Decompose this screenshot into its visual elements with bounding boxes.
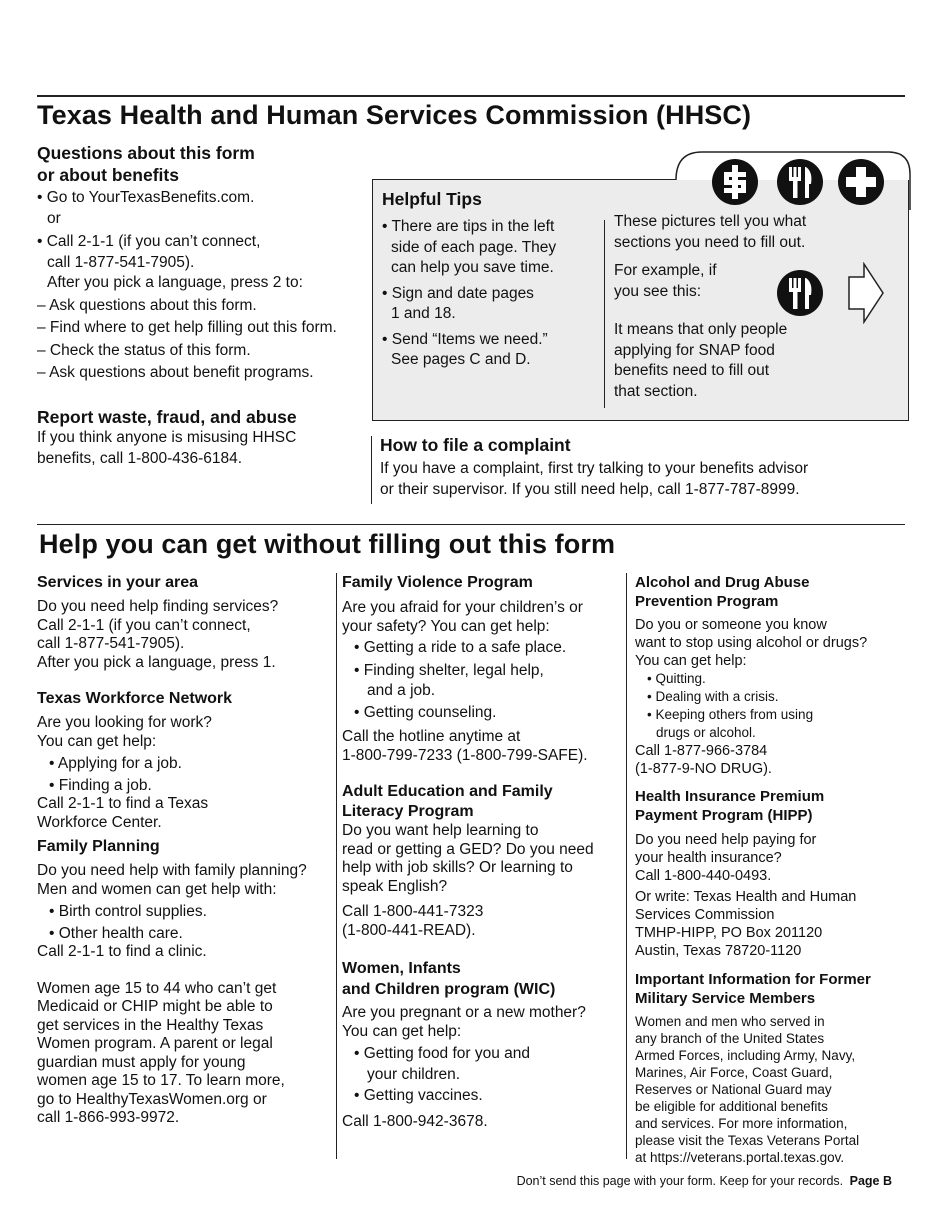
complaint-text [380, 459, 920, 500]
bullet-item: • Dealing with a crisis. [647, 689, 779, 704]
text-line: your safety? You can get help: [342, 617, 550, 635]
text-line: any branch of the United States [635, 1031, 825, 1046]
hipp-text [635, 831, 915, 960]
tips-divider [604, 220, 605, 408]
top-rule [37, 95, 905, 97]
questions-line: – Ask questions about benefit programs. [37, 364, 314, 381]
text-line: read or getting a GED? Do you need [342, 840, 594, 858]
text-line: want to stop using alcohol or drugs? [635, 635, 868, 651]
bullet-text: Keeping others from using [655, 707, 814, 722]
tip-item: side of each page. They [391, 238, 557, 256]
text-line: TMHP-HIPP, PO Box 201120 [635, 925, 823, 941]
military-heading [635, 970, 915, 1008]
bullet-text: Getting vaccines. [363, 1087, 483, 1104]
bullet-text: Getting a ride to a safe place. [363, 639, 567, 656]
bullet-item: • Getting vaccines. [354, 1087, 483, 1104]
bullet-item: • Other health care. [49, 924, 183, 942]
questions-line: • Go to YourTexasBenefits.com. [37, 189, 255, 206]
services-text [37, 598, 327, 672]
text-line: Austin, Texas 78720-1120 [635, 943, 802, 959]
wic-text [342, 1004, 617, 1131]
text-line: (1-877-9-NO DRUG). [635, 761, 772, 777]
report-heading: Report waste, fraud, and abuse [37, 407, 297, 427]
text-line: call 1-877-541-7905). [37, 635, 185, 652]
tips-right-line: It means that only people [614, 321, 788, 338]
questions-line: call 1-877-541-7905). [47, 253, 195, 271]
workforce-text [37, 714, 327, 832]
tips-content [382, 188, 602, 371]
text-line: Armed Forces, including Army, Navy, [635, 1048, 856, 1063]
text-line: at https://veterans.portal.texas.gov. [635, 1150, 845, 1165]
tip-item: • There are tips in the left [382, 218, 555, 235]
text-line: (1-800-441-READ). [342, 921, 476, 939]
complaint-line: If you have a complaint, first try talking to your benefits advisor [380, 460, 809, 477]
questions-section [37, 142, 367, 384]
text-line: Call 2-1-1 to find a Texas [37, 795, 209, 812]
tip-item: • Send “Items we need.” [382, 330, 548, 348]
bullet-text: Getting counseling. [363, 703, 497, 721]
questions-line: or [47, 209, 61, 227]
text-line: Are you afraid for your children’s or [342, 599, 583, 616]
text-line: Call 1-877-966-3784 [635, 743, 768, 759]
text-line: call 1-866-993-9972. [37, 1109, 180, 1126]
text-line: You can get help: [342, 1022, 462, 1040]
text-line: Women and men who served in [635, 1014, 825, 1029]
tips-right-line: These pictures tell you what [614, 213, 807, 230]
text-line: Do you or someone you know [635, 617, 827, 633]
healthy-women-text [37, 980, 327, 1128]
food-utensils-example-icon [776, 269, 824, 317]
text-line: Call the hotline anytime at [342, 728, 521, 745]
text-line: Do you want help learning to [342, 822, 539, 839]
questions-line: After you pick a language, press 2 to: [47, 274, 303, 291]
text-line: Medicaid or CHIP might be able to [37, 998, 273, 1015]
report-line: benefits, call 1-800-436-6184. [37, 449, 243, 467]
questions-heading-line2: or about benefits [37, 165, 179, 185]
help-section-title: Help you can get without filling out this form [39, 529, 616, 559]
adult-ed-text [342, 822, 617, 940]
questions-line: – Check the status of this form. [37, 341, 251, 359]
text-line: women age 15 to 17. To learn more, [37, 1072, 285, 1089]
text-line: Or write: Texas Health and Human [635, 889, 857, 905]
text-line: Workforce Center. [37, 813, 162, 831]
bullet-item: • Finding a job. [49, 776, 152, 794]
bullet-item: • Applying for a job. [49, 755, 182, 772]
food-utensils-icon [776, 158, 824, 206]
tips-right-line: sections you need to fill out. [614, 233, 806, 251]
tip-text: Send “Items we need.” [391, 330, 548, 348]
column-3 [635, 573, 915, 1166]
text-line: Call 2-1-1 (if you can’t connect, [37, 616, 251, 634]
heading-line: Military Service Members [635, 990, 816, 1007]
alcohol-heading [635, 573, 915, 611]
text-line: please visit the Texas Veterans Portal [635, 1133, 860, 1148]
bullet-text: Other health care. [58, 924, 183, 942]
text-line: Are you pregnant or a new mother? [342, 1004, 586, 1021]
report-text [37, 428, 367, 469]
workforce-heading: Texas Workforce Network [37, 690, 233, 707]
text-line: help with job skills? Or learning to [342, 859, 573, 876]
questions-line: – Find where to get help filling out this form. [37, 319, 337, 336]
column-divider-2 [626, 573, 627, 1159]
text-line: Men and women can get help with: [37, 880, 277, 898]
bullet-item: • Getting counseling. [354, 703, 497, 721]
questions-line: – Ask questions about this form. [37, 296, 257, 314]
planning-text [37, 862, 327, 962]
questions-line: • Call 2-1-1 (if you can’t connect, [37, 233, 261, 250]
text-line: be eligible for additional benefits [635, 1099, 828, 1114]
tips-list [382, 217, 602, 371]
text-line: Call 1-800-441-7323 [342, 903, 484, 920]
bullet-text: Birth control supplies. [58, 903, 207, 920]
medical-cross-icon [837, 158, 885, 206]
bullet-item: • Finding shelter, legal help, [354, 661, 544, 679]
bullet-item: your children. [367, 1065, 461, 1083]
complaint-divider [371, 436, 372, 504]
text-line: Services Commission [635, 907, 775, 923]
wic-heading [342, 958, 617, 1000]
page-number: Page B [849, 1174, 892, 1188]
heading-line: Alcohol and Drug Abuse [635, 574, 810, 591]
bullet-text: Getting food for you and [363, 1045, 531, 1062]
text-line: Call 1-800-440-0493. [635, 868, 772, 884]
violence-heading: Family Violence Program [342, 574, 533, 591]
bullet-item: drugs or alcohol. [656, 725, 756, 740]
tips-right-line: benefits need to fill out [614, 362, 770, 379]
heading-line: Prevention Program [635, 593, 779, 610]
bullet-item: • Getting food for you and [354, 1045, 531, 1062]
bullet-text: Applying for a job. [57, 755, 182, 772]
arrow-right-icon [847, 262, 885, 324]
heading-line: Important Information for Former [635, 971, 871, 988]
heading-line: and Children program (WIC) [342, 981, 556, 998]
report-section [37, 406, 367, 469]
text-line: Do you need help finding services? [37, 598, 279, 615]
tip-item: 1 and 18. [391, 305, 456, 322]
heading-line: Literacy Program [342, 803, 474, 820]
heading-line: Adult Education and Family [342, 783, 553, 800]
text-line: Are you looking for work? [37, 714, 212, 731]
complaint-heading: How to file a complaint [380, 435, 571, 455]
text-line: Women program. A parent or legal [37, 1035, 273, 1052]
questions-heading-line1: Questions about this form [37, 143, 255, 163]
column-divider-1 [336, 573, 337, 1159]
text-line: your health insurance? [635, 850, 782, 866]
services-heading: Services in your area [37, 574, 198, 591]
text-line: You can get help: [37, 732, 157, 750]
bullet-item: and a job. [367, 682, 436, 699]
adult-ed-heading [342, 782, 617, 822]
money-icon [711, 158, 759, 206]
alcohol-text [635, 616, 915, 778]
heading-line: Women, Infants [342, 960, 461, 977]
heading-line: Health Insurance Premium [635, 788, 825, 805]
planning-heading: Family Planning [37, 838, 160, 855]
text-line: Do you need help paying for [635, 832, 817, 848]
text-line: guardian must apply for young [37, 1053, 246, 1071]
text-line: Reserves or National Guard may [635, 1082, 832, 1097]
tips-right-line: applying for SNAP food [614, 341, 775, 359]
text-line: go to HealthyTexasWomen.org or [37, 1090, 267, 1108]
tip-item: can help you save time. [391, 259, 554, 276]
text-line: After you pick a language, press 1. [37, 653, 276, 671]
footer-note: Don’t send this page with your form. Keep for your records. [516, 1174, 844, 1188]
tip-text: Sign and date pages [391, 284, 534, 302]
text-line: get services in the Healthy Texas [37, 1016, 264, 1034]
report-line: If you think anyone is misusing HHSC [37, 429, 297, 446]
text-line: speak English? [342, 877, 448, 895]
bullet-item: • Getting a ride to a safe place. [354, 639, 567, 656]
heading-line: Payment Program (HIPP) [635, 807, 813, 824]
bullet-item: • Keeping others from using [647, 707, 814, 722]
bullet-item: • Quitting. [647, 671, 706, 686]
footer [517, 1174, 892, 1188]
tips-right-line: you see this: [614, 282, 702, 300]
questions-list [37, 188, 367, 384]
tip-item: See pages C and D. [391, 351, 531, 368]
bullet-text: Finding shelter, legal help, [363, 661, 544, 679]
military-text [635, 1013, 915, 1166]
bullet-item: • Birth control supplies. [49, 903, 207, 920]
page-title: Texas Health and Human Services Commission (HHSC) [37, 100, 752, 130]
bullet-text: Quitting. [655, 671, 706, 686]
text-line: Do you need help with family planning? [37, 862, 307, 879]
text-line: and services. For more information, [635, 1116, 848, 1131]
violence-text [342, 599, 617, 765]
complaint-section [380, 434, 920, 500]
text-line: Marines, Air Force, Coast Guard, [635, 1065, 833, 1080]
column-2 [342, 573, 617, 1131]
tip-text: There are tips in the left [391, 218, 555, 235]
tips-heading: Helpful Tips [382, 189, 482, 209]
help-section-rule [37, 524, 905, 525]
text-line: Call 2-1-1 to find a clinic. [37, 943, 207, 960]
tip-item: • Sign and date pages [382, 284, 534, 302]
hipp-heading [635, 787, 915, 825]
complaint-line: or their supervisor. If you still need help, call 1-877-787-8999. [380, 480, 800, 498]
bullet-text: Dealing with a crisis. [655, 689, 779, 704]
column-1 [37, 573, 327, 1128]
questions-heading [37, 142, 367, 186]
text-line: You can get help: [635, 653, 747, 669]
tips-right-line: For example, if [614, 262, 717, 279]
text-line: Call 1-800-942-3678. [342, 1112, 488, 1130]
text-line: 1-800-799-7233 (1-800-799-SAFE). [342, 746, 588, 764]
bullet-text: Finding a job. [58, 776, 152, 794]
text-line: Women age 15 to 44 who can’t get [37, 979, 277, 997]
tips-right-line: that section. [614, 382, 698, 400]
